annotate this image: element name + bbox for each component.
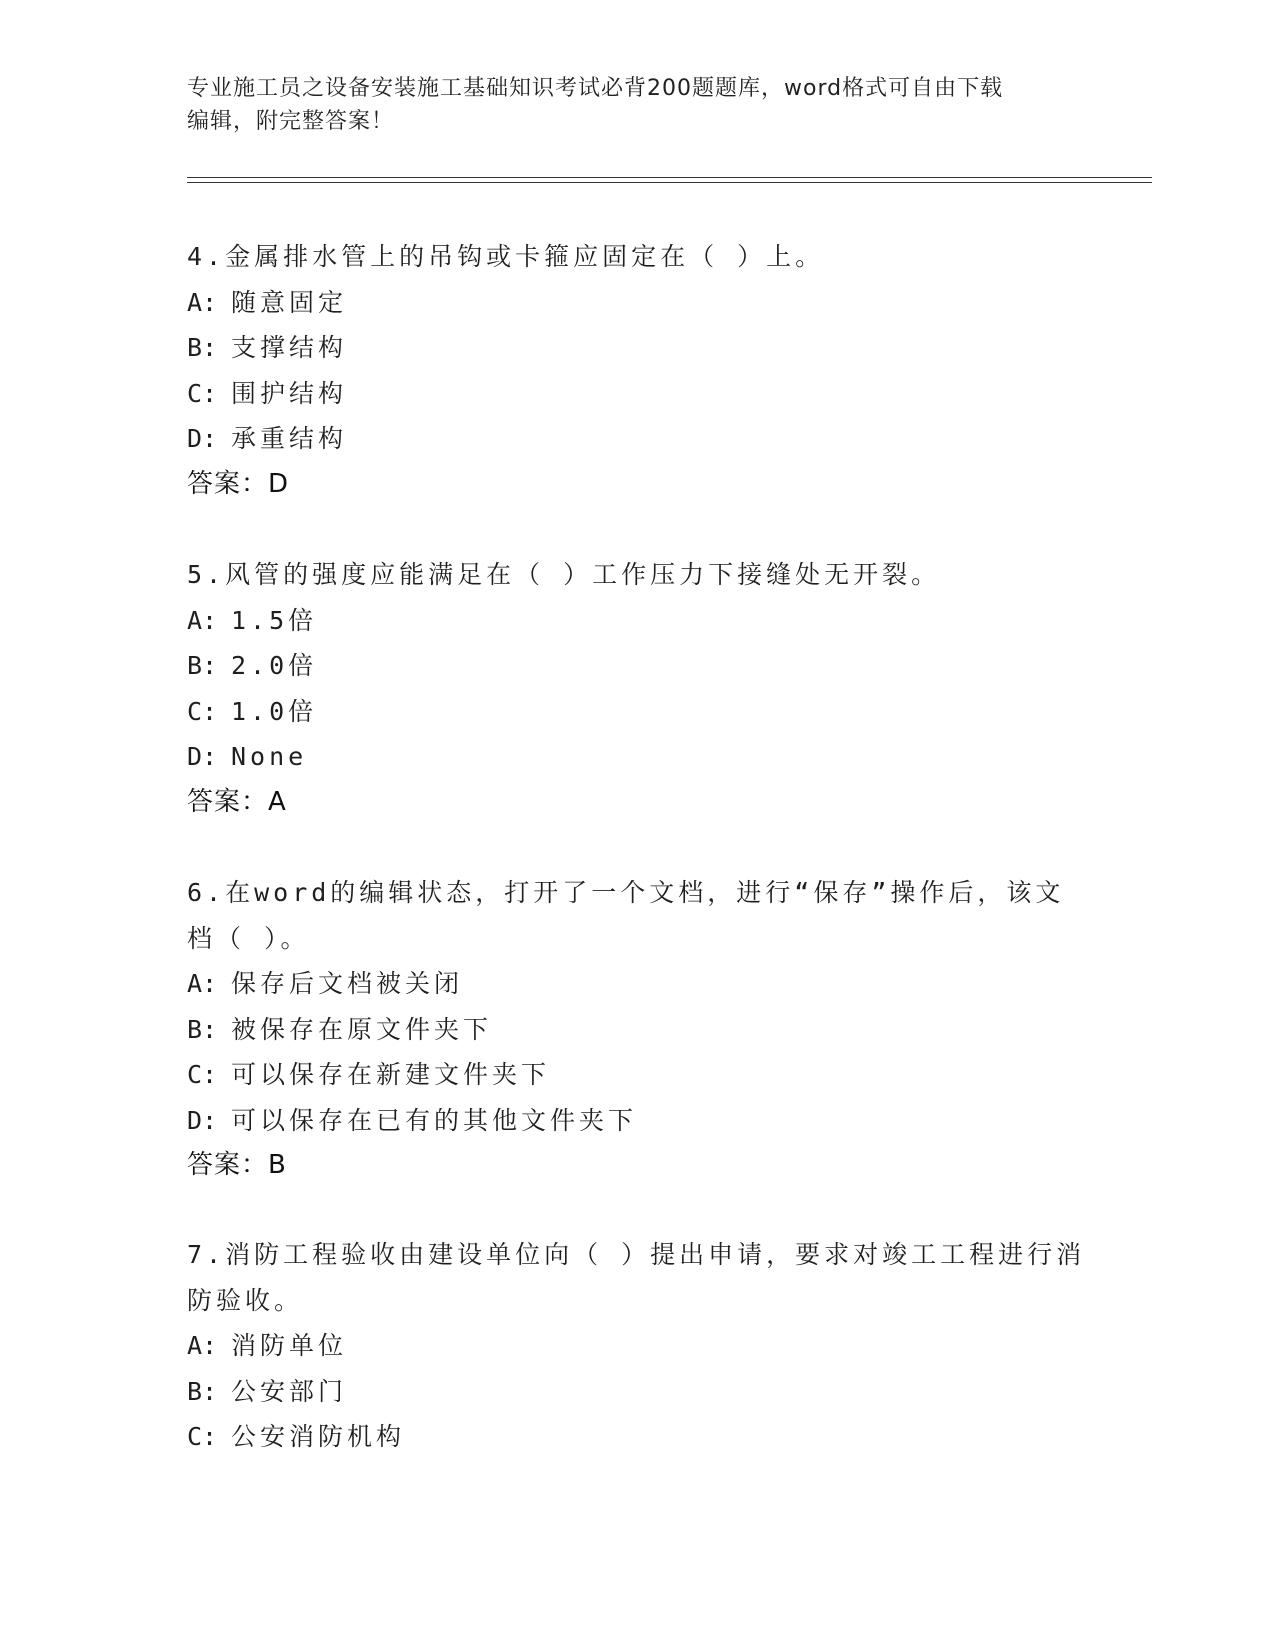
option-letter: A: [187, 1331, 218, 1360]
option-d [187, 734, 1087, 780]
option-b [187, 1369, 1087, 1415]
question-stem: 4.金属排水管上的吊钩或卡箍应固定在（ ）上。 [187, 242, 825, 271]
option-text: 可以保存在新建文件夹下 [231, 1060, 551, 1089]
option-letter: B: [187, 1014, 218, 1044]
option-letter: D: [187, 742, 218, 771]
option-b [187, 643, 1087, 689]
answer-label: 答案：A [187, 786, 287, 817]
option-text: 承重结构 [231, 424, 348, 453]
option-letter: C: [187, 1060, 218, 1089]
option-text: 保存后文档被关闭 [231, 969, 464, 998]
option-text: 公安部门 [231, 1376, 348, 1406]
option-letter: C: [187, 1422, 218, 1451]
option-text: 被保存在原文件夹下 [231, 1014, 493, 1044]
question-6 [187, 870, 1087, 1189]
option-text: None [231, 742, 308, 771]
option-text: 公安消防机构 [231, 1422, 406, 1451]
option-a [187, 280, 1087, 326]
option-letter: D: [187, 1105, 218, 1135]
header-line-2: 编辑，附完整答案！ [187, 109, 395, 134]
header-line-1: 专业施工员之设备安装施工基础知识考试必背200题题库，word格式可自由下载 [187, 76, 1004, 101]
option-b [187, 1007, 1087, 1053]
option-text: 随意固定 [231, 287, 348, 317]
option-d [187, 1098, 1087, 1144]
option-letter: A: [187, 605, 218, 635]
question-5 [187, 552, 1087, 825]
answer-label: 答案：D [187, 468, 290, 499]
option-text: 围护结构 [231, 378, 348, 408]
option-d [187, 416, 1087, 462]
option-text: 可以保存在已有的其他文件夹下 [231, 1105, 638, 1135]
option-c [187, 689, 1087, 735]
question-stem-line-1: 6.在word的编辑状态，打开了一个文档，进行“保存”操作后，该文 [187, 878, 1065, 907]
option-c [187, 371, 1087, 417]
option-letter: D: [187, 424, 218, 453]
option-letter: B: [187, 1376, 218, 1406]
answer-label: 答案：B [187, 1150, 287, 1180]
option-a [187, 961, 1087, 1007]
option-letter: A: [187, 969, 218, 998]
header-divider-top [187, 177, 1152, 178]
option-b [187, 325, 1087, 371]
option-text: 2.0倍 [231, 651, 318, 680]
option-text: 消防单位 [231, 1331, 348, 1360]
option-letter: C: [187, 378, 218, 408]
option-c [187, 1052, 1087, 1098]
option-text: 支撑结构 [231, 333, 348, 362]
question-4 [187, 234, 1087, 507]
question-stem-line-1: 7.消防工程验收由建设单位向（ ）提出申请，要求对竣工工程进行消 [187, 1240, 1086, 1269]
question-stem-line-2: 防验收。 [187, 1285, 304, 1315]
question-stem: 5.风管的强度应能满足在（ ）工作压力下接缝处无开裂。 [187, 560, 941, 589]
option-letter: B: [187, 333, 218, 362]
option-a [187, 1323, 1087, 1369]
option-text: 1.5倍 [231, 605, 318, 635]
document-header [187, 72, 1067, 138]
question-stem-line-2: 档（ ）。 [187, 923, 310, 953]
option-letter: C: [187, 696, 218, 726]
option-letter: B: [187, 651, 218, 680]
option-text: 1.0倍 [231, 696, 318, 726]
option-a [187, 598, 1087, 644]
header-divider-bottom [187, 182, 1152, 183]
question-7 [187, 1232, 1087, 1460]
option-letter: A: [187, 287, 218, 317]
option-c [187, 1414, 1087, 1460]
